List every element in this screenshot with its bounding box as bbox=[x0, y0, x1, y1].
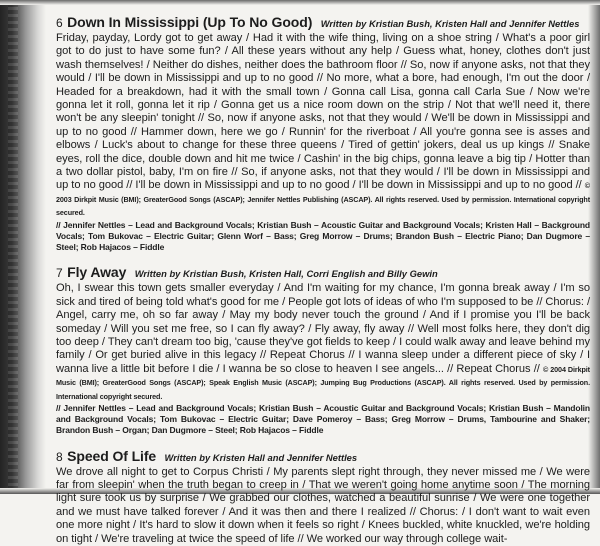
song-heading bbox=[56, 448, 590, 465]
track-number: 6 bbox=[56, 16, 63, 30]
song-title: Speed Of Life bbox=[67, 447, 157, 464]
song-title: Fly Away bbox=[67, 264, 127, 281]
song-heading bbox=[56, 264, 590, 281]
lyrics bbox=[56, 282, 590, 403]
song-entry bbox=[56, 264, 590, 436]
lyrics: We drove all night to get to Corpus Christi / My parents slept right through, they never missed me / We were far from sleepin' when the truth began to creep in / That we weren't going home anytime soon / The morning light sure took us by surprise / We grabbed our clothes, watched a beautiful sunrise / We were one together and we must have talked forever / And it was then and there I realized // Chorus: / I don't want to wait even one more night / It's hard to slow it down when it feels so right / Knees buckled, white knuckled, we're holding on tight / We're traveling at twice the speed of life // We worked our way through college wait- bbox=[56, 465, 590, 545]
song-entry bbox=[56, 14, 590, 253]
personnel-credits: // Jennifer Nettles – Lead and Background Vocals; Kristian Bush – Acoustic Guitar and Background Vocals; Kristen Hall – Background Vocals; Tom Bukovac – Electric Guitar; Glenn Worf – Bass; Greg Morrow – Drums; Brandon Bush – Electric Piano; Dan Dugmore – Steel; Rob Hajacos – Fiddle bbox=[56, 219, 590, 253]
track-number: 7 bbox=[56, 266, 63, 281]
lyrics bbox=[56, 32, 590, 220]
songwriter-credit: Written by Kristian Bush, Kristen Hall and Jennifer Nettles bbox=[320, 18, 580, 29]
binding-shadow-left bbox=[0, 0, 46, 494]
songwriter-credit: Written by Kristen Hall and Jennifer Nettles bbox=[164, 451, 358, 463]
copyright-notice: © 2004 Dirkpit Music (BMI); GreaterGood Songs (ASCAP); Speak English Music (ASCAP); Jumping Bug Productions (ASCAP). All rights reserved. Used by permission. International copyright secured. bbox=[56, 364, 590, 401]
lyrics-text: Friday, payday, Lordy got to get away / Had it with the wife thing, living on a shoe string / What's a poor girl got to do just to have some fun? / All these years without any help / Guess what, honey, clothes don't just wash themselves! / Neither do dishes, neither does the bathroom floor // So, now if anyone asks, not that they would / I'll be down in Mississippi and up to no good // No more, what a bore, had enough, I'm out the door / Headed for a breakdown, had it with the small town / Gonna call Lisa, gonna call Carla Sue / Now we're gonna let it roll, gonna let it rip / Gonna get us a nice room down on the strip / Not that we'll need it, there won't be any sleepin' tonight // So, now if anyone asks, not that they would / We'll be down in Mississippi and up to no good // Hammer down, here we go / Runnin' for the riverboat / All you're gonna see is asses and elbows / Luck's about to change for these three queens / Tired of gettin' jokers, deal us up kings // Snake eyes, roll the dice, double down and hit me twice / Cashin' in the big chips, gonna leave a big tip / Hotter than a two dollar pistol, baby, I'm on fire // So, if anyone asks, not that they would / I'll be down in Mississippi and up to no good // I'll be down in Mississippi and up to no good / I'll be down in Mississippi and up to no good // bbox=[56, 32, 590, 192]
songwriter-credit: Written by Kristian Bush, Kristen Hall, Corri English and Billy Gewin bbox=[134, 268, 438, 280]
personnel-credits: // Jennifer Nettles – Lead and Background Vocals; Kristian Bush – Acoustic Guitar and Background Vocals; Kristian Bush – Mandolin and Background Vocals; Tom Bukovac – Electric Guitar; Dave Pomeroy – Bass; Greg Morrow – Drums, Tambourine and Shaker; Brandon Bush – Organ; Dan Dugmore – Steel; Rob Hajacos – Fiddle bbox=[56, 402, 590, 436]
lyrics-text: Oh, I swear this town gets smaller everyday / And I'm waiting for my chance, I'm gonna break away / I'm so sick and tired of being told what's good for me / People got lots of ideas of who I'm supposed to be // Chorus: / Angel, carry me, oh so far away / May my body never touch the ground / And if I promise you I'll be back someday / Will you set me free, so I can fly away? / Fly away, fly away // Well most folks here, they don't dig too deep / They can't dream too big, 'cause they've got fields to keep / I could walk away and leave behind my family / Or get buried alive in this legacy // Repeat Chorus // I wanna sleep under a different piece of sky / I wanna live a little bit before I die / I wanna be so close to heaven I see angels... // Repeat Chorus // bbox=[56, 282, 590, 375]
copyright-notice: © 2003 Dirkpit Music (BMI); GreaterGood Songs (ASCAP); Jennifer Nettles Publishing (ASCAP). All rights reserved. Used by permission. International copyright secured. bbox=[56, 181, 590, 218]
page-edge-top bbox=[0, 0, 600, 5]
song-entry bbox=[56, 448, 590, 546]
liner-notes-page bbox=[56, 14, 590, 546]
track-number: 8 bbox=[56, 449, 63, 464]
song-heading bbox=[56, 14, 590, 31]
song-title: Down In Mississippi (Up To No Good) bbox=[67, 14, 313, 30]
